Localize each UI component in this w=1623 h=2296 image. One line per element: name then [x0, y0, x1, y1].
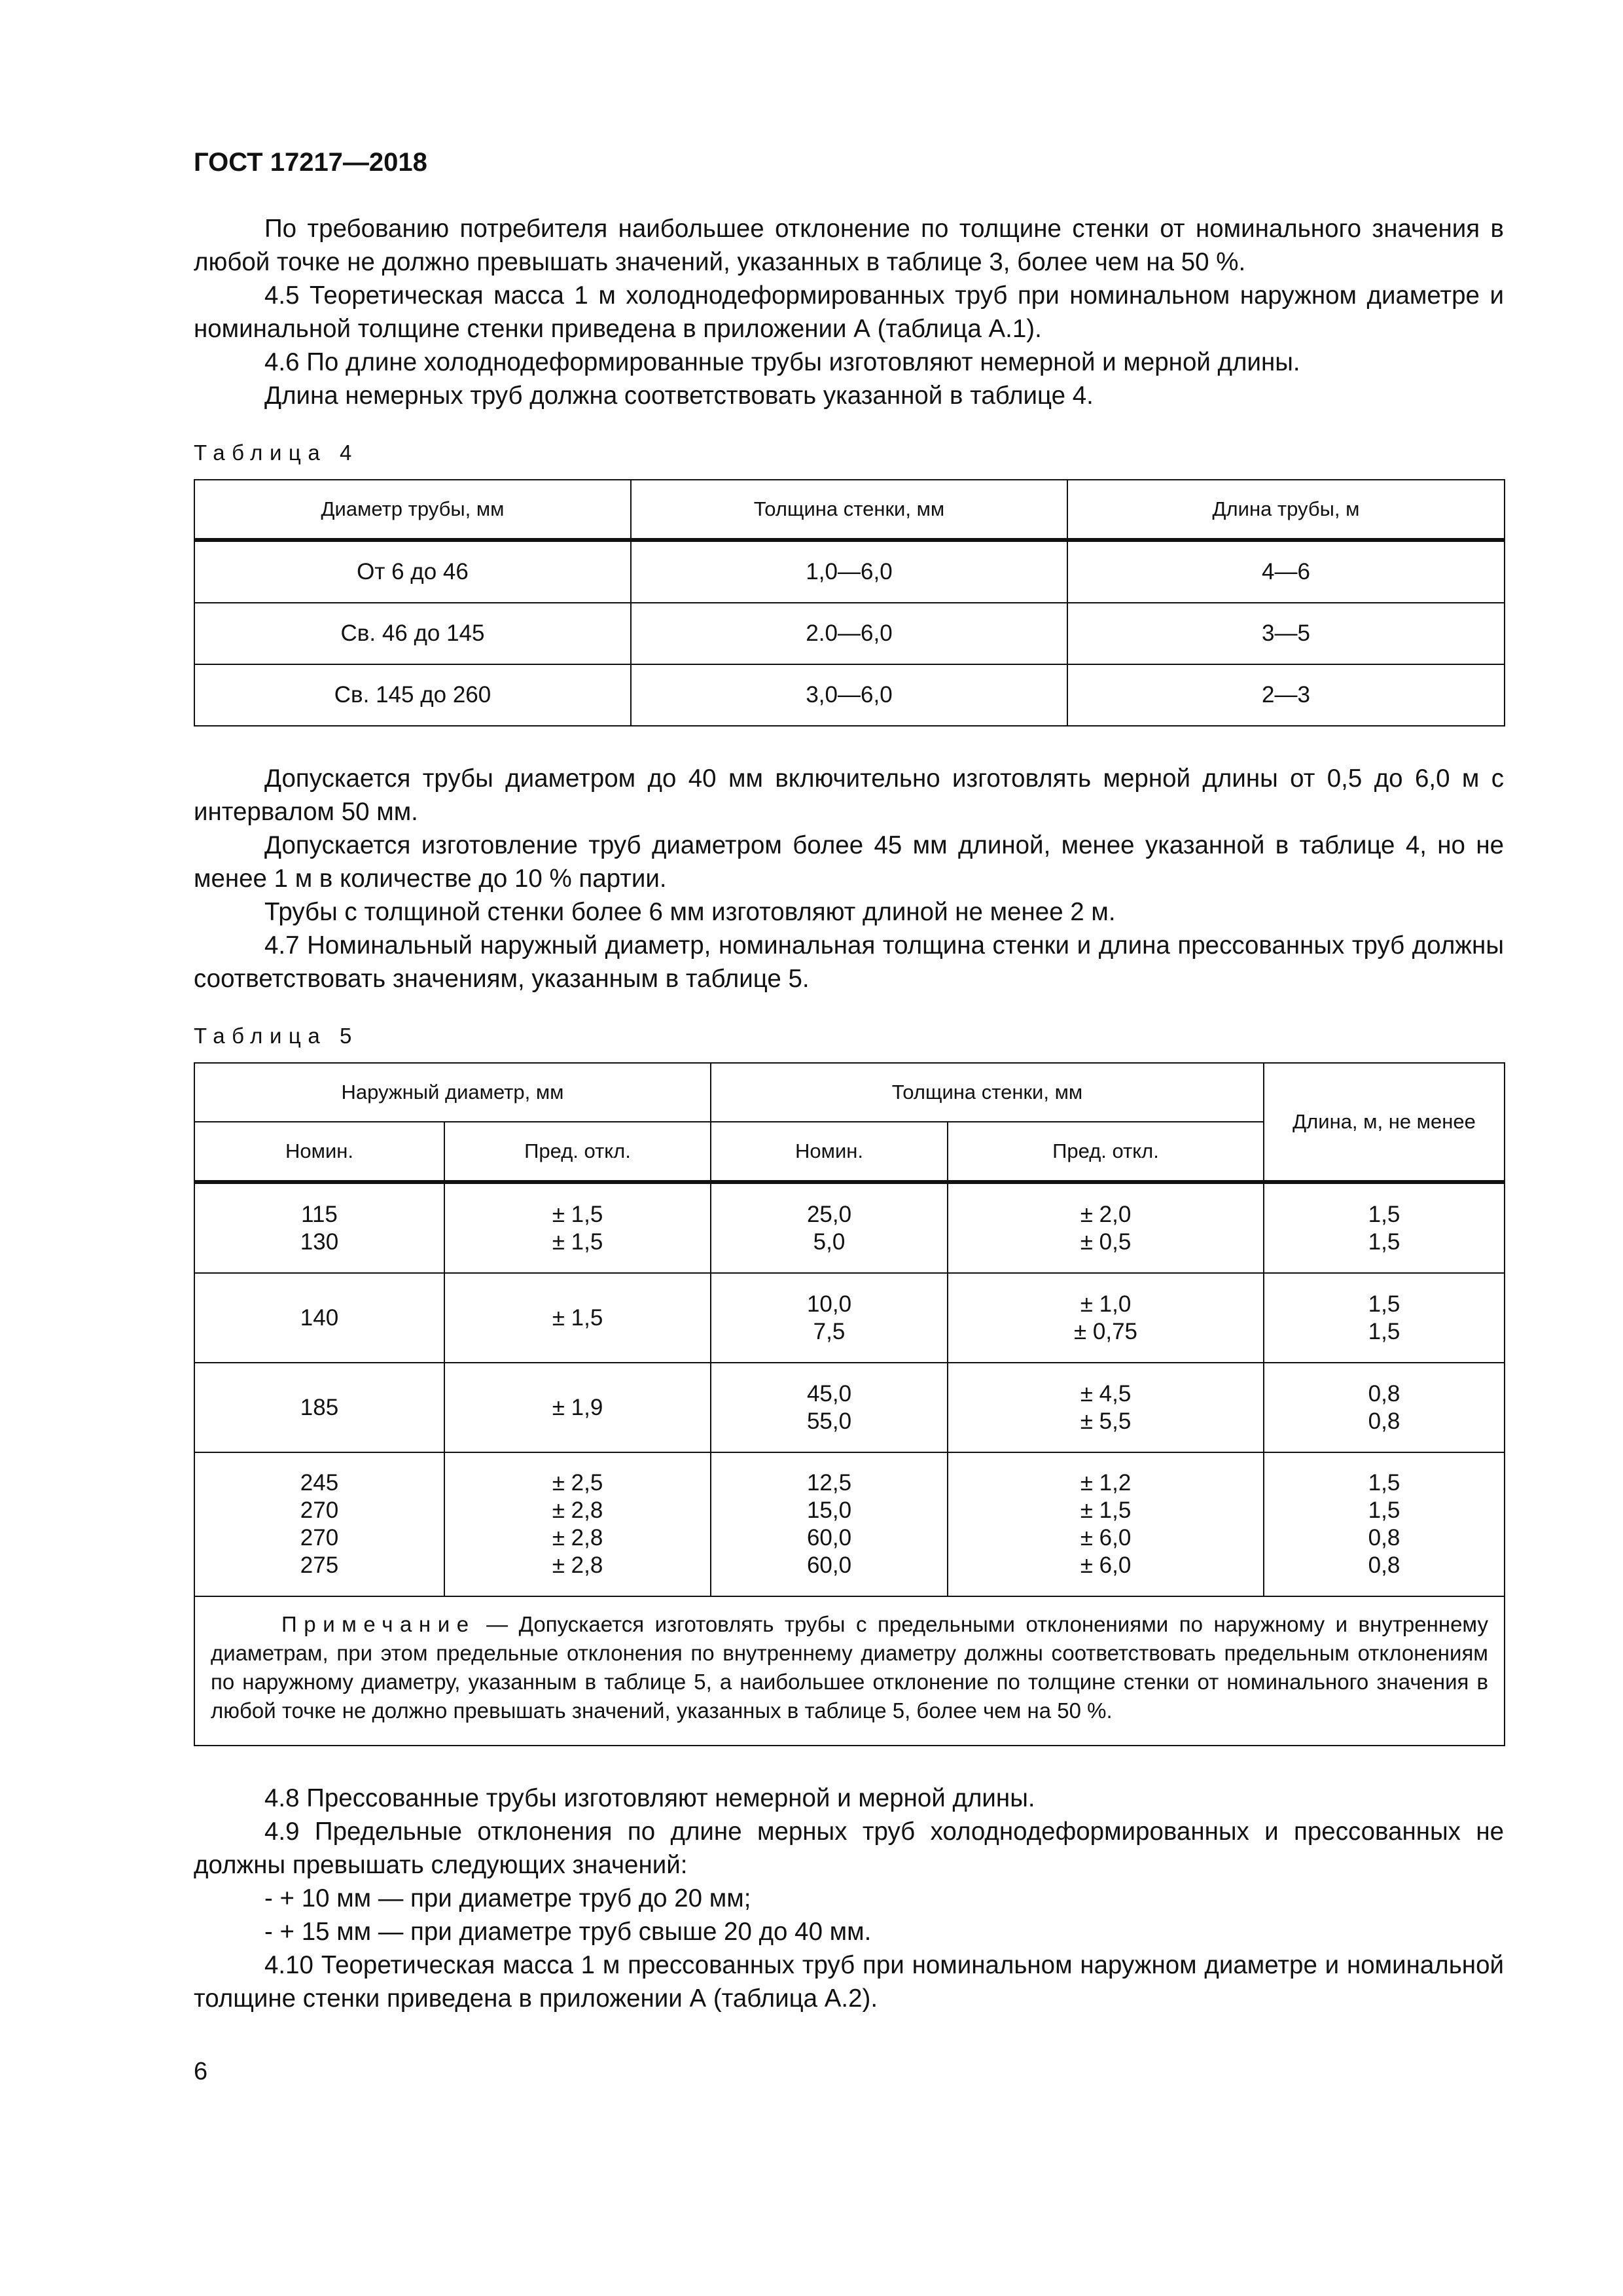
table-cell: 115 130 [194, 1182, 444, 1273]
table-cell: ± 1,5 ± 1,5 [444, 1182, 711, 1273]
column-header: Номин. [194, 1122, 444, 1182]
table-header-row [194, 1063, 1505, 1122]
paragraph: Допускается трубы диаметром до 40 мм включительно изготовлять мерной длины от 0,5 до 6,0 м с интервалом 50 мм. [194, 764, 1504, 826]
paragraph: 4.6 По длине холоднодеформированные трубы изготовляют немерной и мерной длины. [264, 348, 1300, 376]
table-cell: 2—3 [1067, 664, 1505, 726]
table-cell: 245 270 270 275 [194, 1452, 444, 1596]
paragraph: Длина немерных труб должна соответствовать указанной в таблице 4. [264, 382, 1094, 410]
column-header: Пред. откл. [948, 1122, 1264, 1182]
table-cell: 45,0 55,0 [711, 1363, 948, 1452]
table4-caption: Таблица 4 [194, 440, 359, 465]
table-cell: Св. 145 до 260 [194, 664, 631, 726]
column-header: Диаметр трубы, мм [194, 480, 631, 540]
table-cell: 25,0 5,0 [711, 1182, 948, 1273]
table-5 [194, 1062, 1505, 1746]
table-cell: 0,8 0,8 [1264, 1363, 1505, 1452]
table-row [194, 540, 1505, 603]
table-row [194, 1363, 1505, 1452]
table-cell: 1,0—6,0 [631, 540, 1067, 603]
paragraph: Допускается изготовление труб диаметром более 45 мм длиной, менее указанной в таблице 4, но не менее 1 м в количестве до 10 % партии. [194, 831, 1504, 893]
table-cell: 1,5 1,5 [1264, 1273, 1505, 1363]
list-item: - + 10 мм — при диаметре труб до 20 мм; [264, 1884, 751, 1912]
table-cell: 12,5 15,0 60,0 60,0 [711, 1452, 948, 1596]
table-cell: 1,5 1,5 0,8 0,8 [1264, 1452, 1505, 1596]
table-4 [194, 479, 1505, 726]
table-cell: 1,5 1,5 [1264, 1182, 1505, 1273]
table-cell: ± 4,5 ± 5,5 [948, 1363, 1264, 1452]
column-header: Длина трубы, м [1067, 480, 1505, 540]
table-note [194, 1596, 1505, 1746]
paragraph: 4.8 Прессованные трубы изготовляют немерной и мерной длины. [264, 1784, 1035, 1812]
table-cell: ± 1,0 ± 0,75 [948, 1273, 1264, 1363]
column-group-header: Наружный диаметр, мм [194, 1063, 711, 1122]
table-note-row [194, 1596, 1505, 1746]
table-cell: 10,0 7,5 [711, 1273, 948, 1363]
document-page [194, 144, 1504, 2015]
table-header-row [194, 480, 1505, 540]
page-number: 6 [194, 2058, 208, 2085]
table-cell: 3,0—6,0 [631, 664, 1067, 726]
table-cell: ± 1,5 [444, 1273, 711, 1363]
table-row [194, 1182, 1505, 1273]
paragraph: Трубы с толщиной стенки более 6 мм изготовляют длиной не менее 2 м. [264, 898, 1116, 926]
note-label: Примечание [281, 1612, 476, 1636]
table-row [194, 603, 1505, 664]
note-text: — Допускается изготовлять трубы с предельными отклонениями по наружному и внутреннему диаметрам, при этом предельные отклонения по внутреннему диаметру должны соответствовать предельным отклонениям по наружному диаметру, указанным в таблице 5, а наибольшее отклонение по толщине стенки от номинального значения в любой точке не должно превышать значений, указанных в таблице 5, более чем на 50 %. [211, 1612, 1488, 1723]
list-item: - + 15 мм — при диаметре труб свыше 20 до 40 мм. [264, 1918, 872, 1946]
table-cell: 185 [194, 1363, 444, 1452]
document-header: ГОСТ 17217—2018 [194, 148, 427, 177]
table-cell: 4—6 [1067, 540, 1505, 603]
column-header: Длина, м, не менее [1264, 1063, 1505, 1182]
paragraph: 4.7 Номинальный наружный диаметр, номинальная толщина стенки и длина прессованных труб должны соответствовать значениям, указанным в таблице 5. [194, 931, 1504, 993]
paragraph: 4.9 Предельные отклонения по длине мерных труб холоднодеформированных и прессованных не должны превышать следующих значений: [194, 1818, 1504, 1879]
paragraph: 4.10 Теоретическая масса 1 м прессованных труб при номинальном наружном диаметре и номинальной толщине стенки приведена в приложении А (таблица А.2). [194, 1951, 1504, 2013]
table-cell: ± 1,2 ± 1,5 ± 6,0 ± 6,0 [948, 1452, 1264, 1596]
table-cell: ± 1,9 [444, 1363, 711, 1452]
table-row [194, 1273, 1505, 1363]
column-header: Номин. [711, 1122, 948, 1182]
table-row [194, 664, 1505, 726]
table5-caption: Таблица 5 [194, 1024, 359, 1048]
column-header: Пред. откл. [444, 1122, 711, 1182]
table-cell: Св. 46 до 145 [194, 603, 631, 664]
table-cell: ± 2,0 ± 0,5 [948, 1182, 1264, 1273]
paragraph: 4.5 Теоретическая масса 1 м холоднодеформированных труб при номинальном наружном диаметре и номинальной толщине стенки приведена в приложении А (таблица А.1). [194, 281, 1504, 343]
column-header: Толщина стенки, мм [631, 480, 1067, 540]
table-cell: ± 2,5 ± 2,8 ± 2,8 ± 2,8 [444, 1452, 711, 1596]
table-cell: 140 [194, 1273, 444, 1363]
table-cell: От 6 до 46 [194, 540, 631, 603]
table-cell: 3—5 [1067, 603, 1505, 664]
table-row [194, 1452, 1505, 1596]
paragraph: По требованию потребителя наибольшее отклонение по толщине стенки от номинального значения в любой точке не должно превышать значений, указанных в таблице 3, более чем на 50 %. [194, 215, 1504, 276]
column-group-header: Толщина стенки, мм [711, 1063, 1264, 1122]
table-cell: 2.0—6,0 [631, 603, 1067, 664]
